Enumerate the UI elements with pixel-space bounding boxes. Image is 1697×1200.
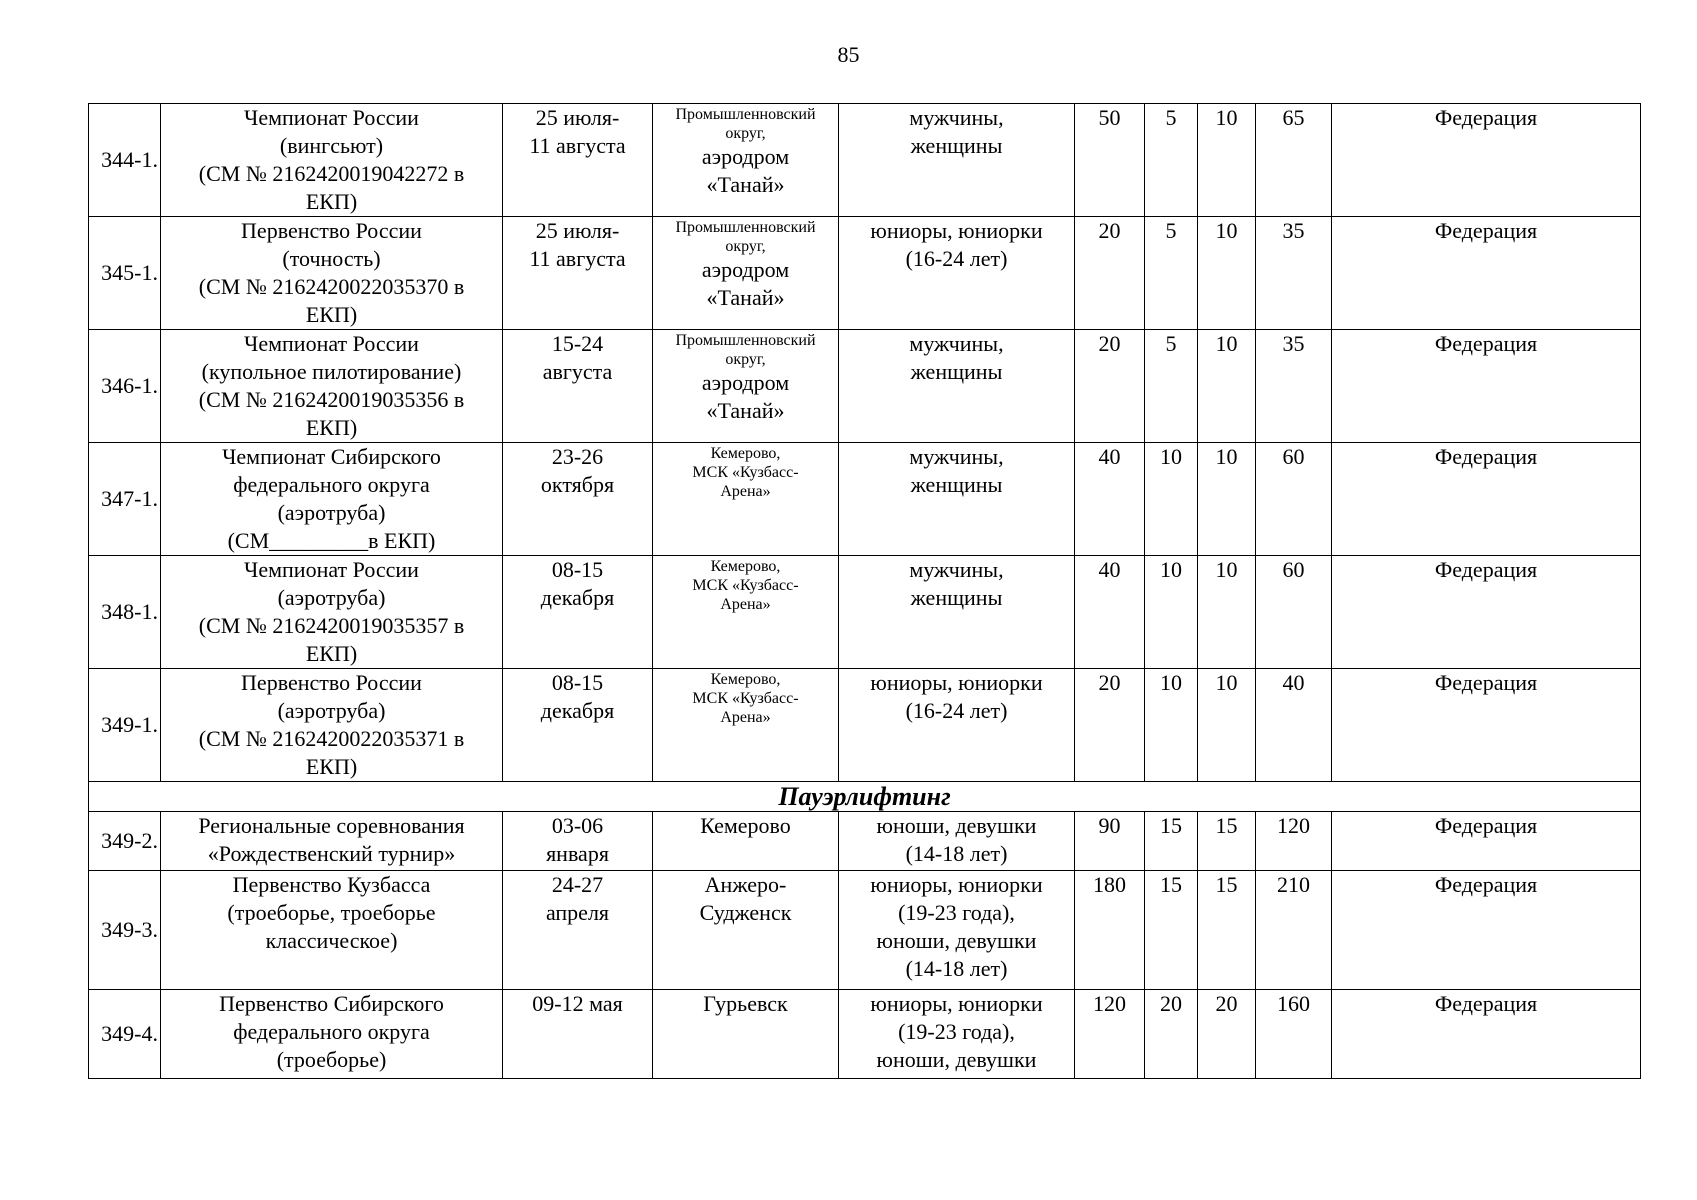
- count-total: 35: [1256, 217, 1332, 330]
- text-line: Кемерово,: [710, 445, 781, 462]
- text-line: (вингсьют): [279, 133, 384, 158]
- text-line: Кемерово,: [710, 671, 781, 688]
- participant-group: [839, 812, 1075, 871]
- count-1: 40: [1075, 443, 1145, 556]
- text-line: МСК «Кузбасс-: [692, 690, 799, 707]
- text-line: 24-27: [551, 872, 604, 897]
- text-line: Первенство Кузбасса: [232, 872, 431, 897]
- count-3: 10: [1198, 556, 1256, 669]
- text-line: (СМ № 2162420019042272 в: [198, 161, 465, 186]
- organizer: Федерация: [1332, 330, 1641, 443]
- text-line: апреля: [545, 900, 610, 925]
- event-number: 347-1.: [89, 443, 161, 556]
- text-line: Промышленновский: [675, 332, 816, 349]
- text-line: Чемпионат России: [244, 105, 419, 130]
- text-line: (19-23 года),: [898, 900, 1015, 925]
- text-line: юниоры, юниорки: [870, 991, 1043, 1016]
- table-row: [89, 812, 1641, 871]
- text-line: «Танай»: [706, 398, 785, 423]
- text-line: 25 июля-: [535, 105, 620, 130]
- participant-group: [839, 871, 1075, 990]
- text-line: мужчины,: [909, 105, 1004, 130]
- count-total: 160: [1256, 990, 1332, 1079]
- text-line: (СМ_________в ЕКП): [227, 528, 436, 553]
- count-total: 60: [1256, 556, 1332, 669]
- table-row: [89, 217, 1641, 330]
- text-line: Промышленновский: [675, 106, 816, 123]
- table-row: [89, 104, 1641, 217]
- text-line: 08-15: [551, 670, 604, 695]
- text-line: 11 августа: [529, 246, 626, 271]
- count-1: 90: [1075, 812, 1145, 871]
- event-name: [161, 812, 503, 871]
- event-dates: [503, 104, 653, 217]
- count-2: 15: [1145, 812, 1198, 871]
- text-line: Арена»: [720, 596, 771, 613]
- text-line: юноши, девушки: [876, 1047, 1037, 1072]
- text-line: «Танай»: [706, 172, 785, 197]
- count-2: 10: [1145, 556, 1198, 669]
- event-place: [653, 871, 839, 990]
- text-line: МСК «Кузбасс-: [692, 464, 799, 481]
- count-1: 120: [1075, 990, 1145, 1079]
- count-1: 20: [1075, 217, 1145, 330]
- text-line: юноши, девушки: [876, 813, 1037, 838]
- text-line: «Рождественский турнир»: [207, 841, 456, 866]
- text-line: женщины: [910, 359, 1003, 384]
- event-number: 348-1.: [89, 556, 161, 669]
- event-name: [161, 443, 503, 556]
- count-total: 120: [1256, 812, 1332, 871]
- text-line: «Танай»: [706, 285, 785, 310]
- text-line: женщины: [910, 472, 1003, 497]
- participant-group: [839, 990, 1075, 1079]
- event-number: 344-1.: [89, 104, 161, 217]
- count-total: 60: [1256, 443, 1332, 556]
- count-3: 15: [1198, 871, 1256, 990]
- text-line: мужчины,: [909, 444, 1004, 469]
- text-line: Анжеро-: [704, 872, 787, 897]
- text-line: Первенство России: [241, 670, 422, 695]
- count-1: 180: [1075, 871, 1145, 990]
- event-name: [161, 990, 503, 1079]
- count-1: 40: [1075, 556, 1145, 669]
- count-2: 10: [1145, 669, 1198, 782]
- count-2: 15: [1145, 871, 1198, 990]
- text-line: ЕКП): [305, 189, 358, 214]
- event-place: [653, 217, 839, 330]
- event-number: 345-1.: [89, 217, 161, 330]
- text-line: (14-18 лет): [905, 956, 1008, 981]
- event-place: [653, 669, 839, 782]
- count-3: 15: [1198, 812, 1256, 871]
- text-line: женщины: [910, 133, 1003, 158]
- text-line: ЕКП): [305, 641, 358, 666]
- organizer: Федерация: [1332, 556, 1641, 669]
- event-dates: [503, 669, 653, 782]
- text-line: (СМ № 2162420019035356 в: [198, 387, 465, 412]
- text-line: Кемерово: [700, 813, 791, 838]
- count-total: 65: [1256, 104, 1332, 217]
- text-line: 08-15: [551, 557, 604, 582]
- organizer: Федерация: [1332, 217, 1641, 330]
- event-name: [161, 104, 503, 217]
- count-3: 10: [1198, 669, 1256, 782]
- text-line: федерального округа: [233, 472, 430, 497]
- section-row: [89, 782, 1641, 812]
- organizer: Федерация: [1332, 990, 1641, 1079]
- text-line: августа: [542, 359, 613, 384]
- count-3: 20: [1198, 990, 1256, 1079]
- text-line: (СМ № 2162420022035371 в: [198, 726, 465, 751]
- event-number: 349-1.: [89, 669, 161, 782]
- table-row: [89, 871, 1641, 990]
- text-line: (СМ № 2162420019035357 в: [198, 613, 465, 638]
- event-place: [653, 990, 839, 1079]
- text-line: Промышленновский: [675, 219, 816, 236]
- participant-group: [839, 556, 1075, 669]
- text-line: (16-24 лет): [905, 246, 1008, 271]
- participant-group: [839, 330, 1075, 443]
- text-line: Региональные соревнования: [198, 813, 465, 838]
- text-line: 15-24: [551, 331, 604, 356]
- text-line: округ,: [725, 238, 766, 255]
- text-line: классическое): [265, 928, 398, 953]
- count-total: 210: [1256, 871, 1332, 990]
- count-3: 10: [1198, 217, 1256, 330]
- text-line: (14-18 лет): [905, 841, 1008, 866]
- event-dates: [503, 556, 653, 669]
- participant-group: [839, 217, 1075, 330]
- organizer: Федерация: [1332, 104, 1641, 217]
- text-line: Кемерово,: [710, 558, 781, 575]
- event-place: [653, 330, 839, 443]
- text-line: (троеборье, троеборье: [227, 900, 436, 925]
- text-line: аэродром: [701, 144, 790, 169]
- text-line: (троеборье): [276, 1047, 387, 1072]
- count-1: 20: [1075, 330, 1145, 443]
- count-2: 5: [1145, 104, 1198, 217]
- text-line: (аэротруба): [277, 698, 386, 723]
- table-row: [89, 556, 1641, 669]
- text-line: (аэротруба): [277, 500, 386, 525]
- text-line: 09-12 мая: [532, 991, 623, 1016]
- text-line: 25 июля-: [535, 218, 620, 243]
- event-dates: [503, 990, 653, 1079]
- text-line: (19-23 года),: [898, 1019, 1015, 1044]
- event-number: 349-3.: [89, 871, 161, 990]
- participant-group: [839, 669, 1075, 782]
- text-line: 23-26: [551, 444, 604, 469]
- event-dates: [503, 443, 653, 556]
- text-line: 11 августа: [529, 133, 626, 158]
- count-2: 10: [1145, 443, 1198, 556]
- text-line: Чемпионат России: [244, 557, 419, 582]
- events-table: [88, 103, 1641, 1079]
- text-line: юниоры, юниорки: [870, 218, 1043, 243]
- text-line: 03-06: [551, 813, 604, 838]
- text-line: ЕКП): [305, 302, 358, 327]
- text-line: МСК «Кузбасс-: [692, 577, 799, 594]
- text-line: Гурьевск: [703, 991, 788, 1016]
- page-number: 85: [837, 42, 860, 67]
- text-line: аэродром: [701, 370, 790, 395]
- count-total: 40: [1256, 669, 1332, 782]
- organizer: Федерация: [1332, 443, 1641, 556]
- text-line: округ,: [725, 125, 766, 142]
- event-number: 346-1.: [89, 330, 161, 443]
- text-line: юноши, девушки: [876, 928, 1037, 953]
- event-name: [161, 330, 503, 443]
- event-name: [161, 556, 503, 669]
- text-line: Судженск: [699, 900, 792, 925]
- text-line: октября: [540, 472, 615, 497]
- text-line: Первенство России: [241, 218, 422, 243]
- count-1: 20: [1075, 669, 1145, 782]
- participant-group: [839, 104, 1075, 217]
- event-name: [161, 669, 503, 782]
- count-1: 50: [1075, 104, 1145, 217]
- text-line: декабря: [540, 698, 615, 723]
- text-line: юниоры, юниорки: [870, 872, 1043, 897]
- text-line: женщины: [910, 585, 1003, 610]
- event-place: [653, 812, 839, 871]
- organizer: Федерация: [1332, 812, 1641, 871]
- text-line: Арена»: [720, 483, 771, 500]
- organizer: Федерация: [1332, 669, 1641, 782]
- text-line: Первенство Сибирского: [219, 991, 444, 1016]
- count-3: 10: [1198, 104, 1256, 217]
- table-row: [89, 330, 1641, 443]
- participant-group: [839, 443, 1075, 556]
- event-dates: [503, 330, 653, 443]
- text-line: Чемпионат России: [244, 331, 419, 356]
- event-place: [653, 556, 839, 669]
- text-line: (СМ № 2162420022035370 в: [198, 274, 465, 299]
- count-2: 20: [1145, 990, 1198, 1079]
- event-place: [653, 443, 839, 556]
- text-line: (купольное пилотирование): [201, 359, 462, 384]
- text-line: (точность): [282, 246, 381, 271]
- event-name: [161, 217, 503, 330]
- count-3: 10: [1198, 330, 1256, 443]
- event-number: 349-4.: [89, 990, 161, 1079]
- event-dates: [503, 871, 653, 990]
- text-line: ЕКП): [305, 415, 358, 440]
- text-line: аэродром: [701, 257, 790, 282]
- text-line: мужчины,: [909, 331, 1004, 356]
- event-number: 349-2.: [89, 812, 161, 871]
- section-title: Пауэрлифтинг: [89, 782, 1641, 812]
- text-line: декабря: [540, 585, 615, 610]
- text-line: Арена»: [720, 709, 771, 726]
- text-line: Чемпионат Сибирского: [222, 444, 441, 469]
- event-dates: [503, 217, 653, 330]
- count-3: 10: [1198, 443, 1256, 556]
- table-row: [89, 669, 1641, 782]
- count-2: 5: [1145, 330, 1198, 443]
- count-total: 35: [1256, 330, 1332, 443]
- text-line: (аэротруба): [277, 585, 386, 610]
- table-row: [89, 990, 1641, 1079]
- event-place: [653, 104, 839, 217]
- text-line: округ,: [725, 351, 766, 368]
- text-line: ЕКП): [305, 754, 358, 779]
- text-line: юниоры, юниорки: [870, 670, 1043, 695]
- text-line: января: [546, 841, 609, 866]
- event-dates: [503, 812, 653, 871]
- event-name: [161, 871, 503, 990]
- table-row: [89, 443, 1641, 556]
- text-line: федерального округа: [233, 1019, 430, 1044]
- text-line: (16-24 лет): [905, 698, 1008, 723]
- count-2: 5: [1145, 217, 1198, 330]
- text-line: мужчины,: [909, 557, 1004, 582]
- organizer: Федерация: [1332, 871, 1641, 990]
